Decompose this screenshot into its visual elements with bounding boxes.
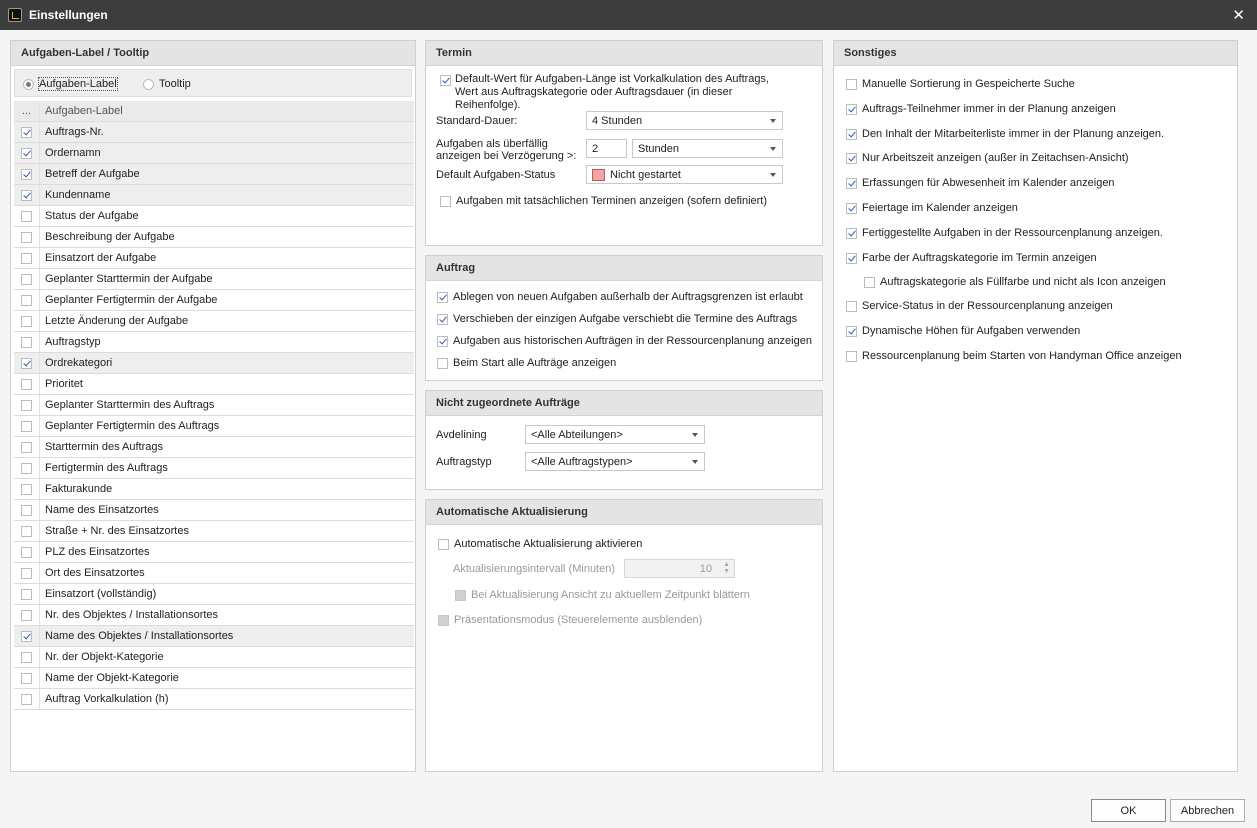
panel-title: Auftrag: [426, 256, 822, 281]
grid-row-select: [14, 547, 39, 558]
checkbox[interactable]: [440, 196, 451, 207]
option-label: Feiertage im Kalender anzeigen: [862, 202, 1018, 214]
grid-row[interactable]: [14, 374, 414, 395]
grid-row-select: [14, 673, 39, 684]
grid-row-select: [14, 568, 39, 579]
auftrag-panel: [425, 255, 823, 381]
grid-row-select: [14, 589, 39, 600]
checkbox[interactable]: [846, 129, 857, 140]
checkbox[interactable]: [437, 314, 448, 325]
grid-row-select: [14, 232, 39, 243]
panel-title: Aufgaben-Label / Tooltip: [11, 41, 415, 66]
grid-row-label: Auftragstyp: [39, 332, 101, 352]
status-color-swatch: [592, 169, 605, 181]
checkbox[interactable]: [846, 153, 857, 164]
grid-row[interactable]: [14, 521, 414, 542]
grid-row[interactable]: [14, 353, 414, 374]
grid-row-label: Status der Aufgabe: [39, 206, 139, 226]
interval-label: Aktualisierungsintervall (Minuten): [453, 563, 616, 575]
select-value: 4 Stunden: [592, 114, 643, 127]
grid-row[interactable]: [14, 122, 414, 143]
grid-row-select: [14, 421, 39, 432]
grid-row-select: [14, 484, 39, 495]
grid-row-label: Prioritet: [39, 374, 83, 394]
misc-option[interactable]: [846, 350, 1182, 362]
grid-row-label: Kundenname: [39, 185, 110, 205]
panel-title: Automatische Aktualisierung: [426, 500, 822, 525]
checkbox[interactable]: [21, 610, 32, 621]
checkbox[interactable]: [437, 336, 448, 347]
standard-duration-label: Standard-Dauer:: [436, 115, 518, 127]
grid-row[interactable]: [14, 416, 414, 437]
grid-row-label: Name der Objekt-Kategorie: [39, 668, 179, 688]
checkbox[interactable]: [21, 127, 32, 138]
checkbox[interactable]: [21, 148, 32, 159]
grid-row[interactable]: [14, 542, 414, 563]
grid-row-select: [14, 274, 39, 285]
misc-option[interactable]: [846, 78, 1075, 90]
misc-option[interactable]: [864, 276, 1166, 288]
text-line: Aufgaben als überfällig: [436, 138, 548, 150]
title-bar: [0, 0, 1257, 30]
grid-row[interactable]: [14, 206, 414, 227]
close-icon[interactable]: ✕: [1232, 7, 1245, 24]
text-line: Default-Wert für Aufgaben-Länge ist Vorkalkulation des Auftrags,: [455, 73, 770, 85]
misc-option[interactable]: [846, 177, 1115, 189]
checkbox[interactable]: [21, 631, 32, 642]
default-status-select[interactable]: [586, 165, 783, 184]
grid-row[interactable]: [14, 563, 414, 584]
grid-row-label: Fakturakunde: [39, 479, 112, 499]
checkbox[interactable]: [846, 203, 857, 214]
checkbox[interactable]: [846, 301, 857, 312]
grid-row-label: PLZ des Einsatzortes: [39, 542, 150, 562]
grid-row-select: [14, 505, 39, 516]
option-label: Aufgaben aus historischen Aufträgen in der Ressourcenplanung anzeigen: [453, 335, 812, 347]
grid-row[interactable]: [14, 227, 414, 248]
option-label: Präsentationsmodus (Steuerelemente ausblenden): [454, 614, 703, 626]
checkbox[interactable]: [846, 228, 857, 239]
grid-header: [14, 101, 414, 122]
termin-panel: [425, 40, 823, 246]
grid-row-label: Einsatzort (vollständig): [39, 584, 156, 604]
radio-dot-icon: [143, 79, 154, 90]
misc-option[interactable]: [846, 103, 1116, 115]
checkbox[interactable]: [21, 253, 32, 264]
checkbox[interactable]: [21, 484, 32, 495]
checkbox[interactable]: [21, 442, 32, 453]
auto-update-activate[interactable]: [438, 538, 642, 550]
radio-label: Tooltip: [159, 78, 191, 90]
grid-row[interactable]: [14, 332, 414, 353]
auftrag-option-4[interactable]: [437, 357, 616, 369]
misc-option[interactable]: [846, 202, 1018, 214]
select-value: <Alle Auftragstypen>: [531, 455, 633, 468]
grid-row-label: Nr. des Objektes / Installationsortes: [39, 605, 218, 625]
checkbox[interactable]: [21, 421, 32, 432]
grid-row-label: Geplanter Starttermin der Aufgabe: [39, 269, 213, 289]
grid-row[interactable]: [14, 584, 414, 605]
option-label: Automatische Aktualisierung aktivieren: [454, 538, 643, 550]
grid-row-select: [14, 379, 39, 390]
option-label: Farbe der Auftragskategorie im Termin anzeigen: [862, 252, 1097, 264]
checkbox[interactable]: [21, 379, 32, 390]
ok-button[interactable]: OK: [1091, 799, 1166, 822]
panel-title: Termin: [426, 41, 822, 66]
option-label: Fertiggestellte Aufgaben in der Ressourcenplanung anzeigen.: [862, 227, 1163, 239]
option-label: Bei Aktualisierung Ansicht zu aktuellem Zeitpunkt blättern: [471, 589, 750, 601]
grid-row-label: Einsatzort der Aufgabe: [39, 248, 156, 268]
misc-option[interactable]: [846, 300, 1113, 312]
misc-option[interactable]: [846, 325, 1080, 337]
default-status-label: Default Aufgaben-Status: [436, 169, 556, 181]
option-label: Nur Arbeitszeit anzeigen (außer in Zeitachsen-Ansicht): [862, 152, 1129, 164]
checkbox[interactable]: [846, 104, 857, 115]
option-label: Den Inhalt der Mitarbeiterliste immer in der Planung anzeigen.: [862, 128, 1165, 140]
checkbox[interactable]: [21, 169, 32, 180]
grid-row-label: Betreff der Aufgabe: [39, 164, 140, 184]
chevron-down-icon: [770, 173, 776, 177]
grid-row-label: Fertigtermin des Auftrags: [39, 458, 168, 478]
grid-row-label: Nr. der Objekt-Kategorie: [39, 647, 164, 667]
grid-row-label: Name des Objektes / Installationsortes: [39, 626, 233, 646]
grid-row[interactable]: [14, 269, 414, 290]
grid-row[interactable]: [14, 290, 414, 311]
grid-row[interactable]: [14, 248, 414, 269]
radio-aufgaben-label[interactable]: [23, 78, 117, 90]
checkbox[interactable]: [21, 316, 32, 327]
grid-row-select: [14, 400, 39, 411]
misc-option[interactable]: [846, 252, 1097, 264]
checkbox[interactable]: [21, 694, 32, 705]
misc-option[interactable]: [846, 128, 1164, 140]
checkbox[interactable]: [846, 178, 857, 189]
actual-dates-option[interactable]: [440, 195, 767, 207]
auftrag-option-1[interactable]: [437, 291, 803, 303]
grid-row-select: [14, 358, 39, 369]
checkbox[interactable]: [21, 274, 32, 285]
checkbox[interactable]: [21, 400, 32, 411]
grid-row-select: [14, 148, 39, 159]
chevron-down-icon: [770, 147, 776, 151]
checkbox[interactable]: [437, 358, 448, 369]
option-label: Auftrags-Teilnehmer immer in der Planung anzeigen: [862, 103, 1116, 115]
grid-row[interactable]: [14, 500, 414, 521]
radio-label: Aufgaben-Label: [39, 78, 117, 90]
grid-row[interactable]: [14, 626, 414, 647]
auftrag-option-3[interactable]: [437, 335, 812, 347]
order-type-label: Auftragstyp: [436, 456, 492, 468]
misc-option[interactable]: [846, 227, 1163, 239]
grid-row-label: Auftrags-Nr.: [39, 122, 104, 142]
grid-row-select: [14, 253, 39, 264]
department-select[interactable]: [525, 425, 705, 444]
select-value: Stunden: [638, 142, 679, 155]
checkbox[interactable]: [21, 547, 32, 558]
grid-row-label: Straße + Nr. des Einsatzortes: [39, 521, 189, 541]
checkbox[interactable]: [846, 351, 857, 362]
checkbox[interactable]: [437, 292, 448, 303]
checkbox[interactable]: [455, 590, 466, 601]
checkbox[interactable]: [21, 211, 32, 222]
grid-row-label: Ort des Einsatzortes: [39, 563, 145, 583]
checkbox[interactable]: [21, 505, 32, 516]
option-label: Ressourcenplanung beim Starten von Handyman Office anzeigen: [862, 350, 1182, 362]
scroll-to-now-option[interactable]: [455, 589, 750, 601]
input-value: 2: [592, 142, 599, 155]
grid-row[interactable]: [14, 647, 414, 668]
default-length-option[interactable]: [440, 75, 451, 86]
checkbox[interactable]: [21, 463, 32, 474]
grid-row[interactable]: [14, 395, 414, 416]
order-type-select[interactable]: [525, 452, 705, 471]
grid-row-label: Beschreibung der Aufgabe: [39, 227, 175, 247]
auftrag-option-2[interactable]: [437, 313, 797, 325]
unassigned-orders-panel: [425, 390, 823, 490]
checkbox[interactable]: [440, 75, 451, 86]
option-label: Dynamische Höhen für Aufgaben verwenden: [862, 325, 1081, 337]
checkbox[interactable]: [438, 615, 449, 626]
auto-update-panel: [425, 499, 823, 772]
grid-row-select: [14, 463, 39, 474]
checkbox[interactable]: [21, 673, 32, 684]
checkbox[interactable]: [864, 277, 875, 288]
grid-row[interactable]: [14, 164, 414, 185]
grid-row-select: [14, 694, 39, 705]
grid-header-label: Aufgaben-Label: [39, 101, 123, 121]
checkbox[interactable]: [21, 337, 32, 348]
grid-header-select[interactable]: ...: [21, 105, 32, 117]
grid-row-label: Auftrag Vorkalkulation (h): [39, 689, 169, 709]
option-label: Manuelle Sortierung in Gespeicherte Suche: [862, 78, 1075, 90]
interval-spinner[interactable]: [624, 559, 735, 578]
mode-radio-group: [14, 69, 412, 97]
grid-row-select: [14, 442, 39, 453]
chevron-down-icon: [770, 119, 776, 123]
label-tooltip-panel: [10, 40, 416, 772]
misc-option[interactable]: [846, 152, 1129, 164]
checkbox[interactable]: [438, 539, 449, 550]
default-length-text: [455, 73, 769, 112]
grid-row-select: [14, 652, 39, 663]
grid-row-label: Geplanter Fertigtermin des Auftrags: [39, 416, 219, 436]
grid-row-select: [14, 610, 39, 621]
checkbox[interactable]: [21, 190, 32, 201]
spinner-arrows-icon[interactable]: ▲ ▼: [723, 561, 730, 575]
radio-tooltip[interactable]: [143, 78, 191, 90]
grid-row-label: Name des Einsatzortes: [39, 500, 159, 520]
option-label: Ablegen von neuen Aufgaben außerhalb der Auftragsgrenzen ist erlaubt: [453, 291, 803, 303]
chevron-down-icon: [692, 433, 698, 437]
option-label: Erfassungen für Abwesenheit im Kalender anzeigen: [862, 177, 1115, 189]
panel-title: Nicht zugeordnete Aufträge: [426, 391, 822, 416]
cancel-button[interactable]: Abbrechen: [1170, 799, 1245, 822]
checkbox[interactable]: [21, 526, 32, 537]
spinner-value: 10: [699, 562, 712, 575]
grid-row[interactable]: [14, 311, 414, 332]
text-line: anzeigen bei Verzögerung >:: [436, 150, 577, 162]
grid-row[interactable]: [14, 185, 414, 206]
window-title: Einstellungen: [29, 8, 108, 22]
option-label: Service-Status in der Ressourcenplanung anzeigen: [862, 300, 1113, 312]
label-grid: [14, 101, 414, 710]
overdue-unit-select[interactable]: [632, 139, 783, 158]
grid-row-select: [14, 337, 39, 348]
checkbox[interactable]: [21, 589, 32, 600]
grid-row[interactable]: [14, 668, 414, 689]
grid-row-select: [14, 127, 39, 138]
checkbox[interactable]: [21, 568, 32, 579]
grid-row-select: [14, 190, 39, 201]
option-label: Aufgaben mit tatsächlichen Terminen anzeigen (sofern definiert): [456, 195, 768, 207]
select-value: <Alle Abteilungen>: [531, 428, 623, 441]
grid-row-label: Starttermin des Auftrags: [39, 437, 163, 457]
text-line: Wert aus Auftragskategorie oder Auftragsdauer (in dieser: [455, 86, 733, 98]
grid-row[interactable]: [14, 479, 414, 500]
option-label: Auftragskategorie als Füllfarbe und nicht als Icon anzeigen: [880, 276, 1166, 288]
grid-row-select: [14, 631, 39, 642]
checkbox[interactable]: [846, 326, 857, 337]
app-icon: [8, 8, 22, 22]
checkbox[interactable]: [846, 79, 857, 90]
grid-row[interactable]: [14, 605, 414, 626]
grid-row-select: [14, 526, 39, 537]
grid-row-select: [14, 211, 39, 222]
grid-row[interactable]: [14, 458, 414, 479]
radio-dot-icon: [23, 79, 34, 90]
option-label: Beim Start alle Aufträge anzeigen: [453, 357, 617, 369]
grid-row-label: Geplanter Fertigtermin der Aufgabe: [39, 290, 217, 310]
grid-row-label: Ordernamn: [39, 143, 101, 163]
checkbox[interactable]: [846, 253, 857, 264]
grid-row-label: Letzte Änderung der Aufgabe: [39, 311, 188, 331]
overdue-value-input[interactable]: [586, 139, 627, 158]
grid-row[interactable]: [14, 437, 414, 458]
overdue-label: [436, 138, 576, 162]
select-value: Nicht gestartet: [610, 168, 681, 181]
panel-title: Sonstiges: [834, 41, 1237, 66]
presentation-mode-option[interactable]: [438, 614, 702, 626]
misc-panel: [833, 40, 1238, 772]
grid-row-label: Ordrekategori: [39, 353, 112, 373]
grid-row-select: [14, 295, 39, 306]
grid-row[interactable]: [14, 689, 414, 710]
chevron-down-icon: [692, 460, 698, 464]
checkbox[interactable]: [21, 232, 32, 243]
checkbox[interactable]: [21, 358, 32, 369]
checkbox[interactable]: [21, 295, 32, 306]
department-label: Avdelining: [436, 429, 487, 441]
grid-row-select: [14, 169, 39, 180]
grid-row[interactable]: [14, 143, 414, 164]
standard-duration-select[interactable]: [586, 111, 783, 130]
grid-row-select: [14, 316, 39, 327]
option-label: Verschieben der einzigen Aufgabe verschiebt die Termine des Auftrags: [453, 313, 798, 325]
grid-row-label: Geplanter Starttermin des Auftrags: [39, 395, 214, 415]
text-line: Reihenfolge).: [455, 99, 521, 111]
checkbox[interactable]: [21, 652, 32, 663]
